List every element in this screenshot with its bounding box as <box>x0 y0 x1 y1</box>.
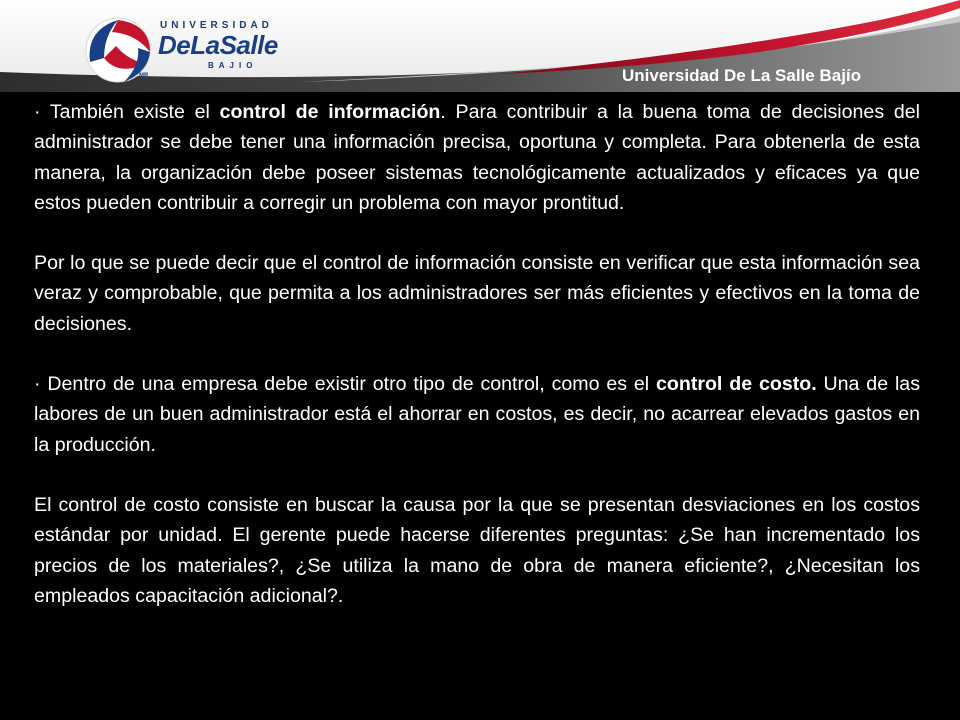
paragraph-control-informacion <box>34 97 920 218</box>
paragraph-gap <box>34 460 920 490</box>
header-caption: Universidad De La Salle Bajío <box>622 66 862 85</box>
logo-trademark: MR <box>139 73 149 79</box>
logo-text-main: DeLaSalle <box>158 30 278 60</box>
paragraph-text: · También existe el <box>34 101 220 123</box>
paragraph-gap <box>34 218 920 248</box>
bold-term: control de información <box>219 101 441 123</box>
slide-body <box>34 97 920 611</box>
paragraph-gap <box>34 339 920 369</box>
logo-text-top: UNIVERSIDAD <box>160 20 273 31</box>
paragraph-definicion-informacion: Por lo que se puede decir que el control de información consiste en verificar que esta información sea veraz y comprobable, que permita a los administradores ser más eficientes y efectivos en la toma de decisiones. <box>34 252 920 335</box>
paragraph-text: . Para contribuir a la buena toma de decisiones del administrador se debe tener una información precisa, oportuna y completa. Para obtenerla de esta manera, la organización debe poseer sistemas tecnológicamente actualizados y eficaces ya que estos pueden contribuir a corregir un problema con mayor prontitud. <box>34 101 920 214</box>
slide-header <box>0 0 960 92</box>
bold-term: control de costo. <box>655 373 817 396</box>
paragraph-definicion-costo: El control de costo consiste en buscar la causa por la que se presentan desviaciones en los costos estándar por unidad. El gerente puede hacerse diferentes preguntas: ¿Se han incrementado los precios de los materiales?, ¿Se utiliza la mano de obra de manera eficiente?, ¿Necesitan los empleados capacitación adicional?. <box>34 493 920 607</box>
logo-text-bottom: BAJIO <box>208 61 258 70</box>
paragraph-control-costo <box>34 369 920 460</box>
paragraph-text: Una de las labores de un buen administrador está el ahorrar en costos, es decir, no acarrear elevados gastos en la producción. <box>34 373 920 456</box>
paragraph-text: · Dentro de una empresa debe existir otro tipo de control, como es el <box>34 373 656 396</box>
